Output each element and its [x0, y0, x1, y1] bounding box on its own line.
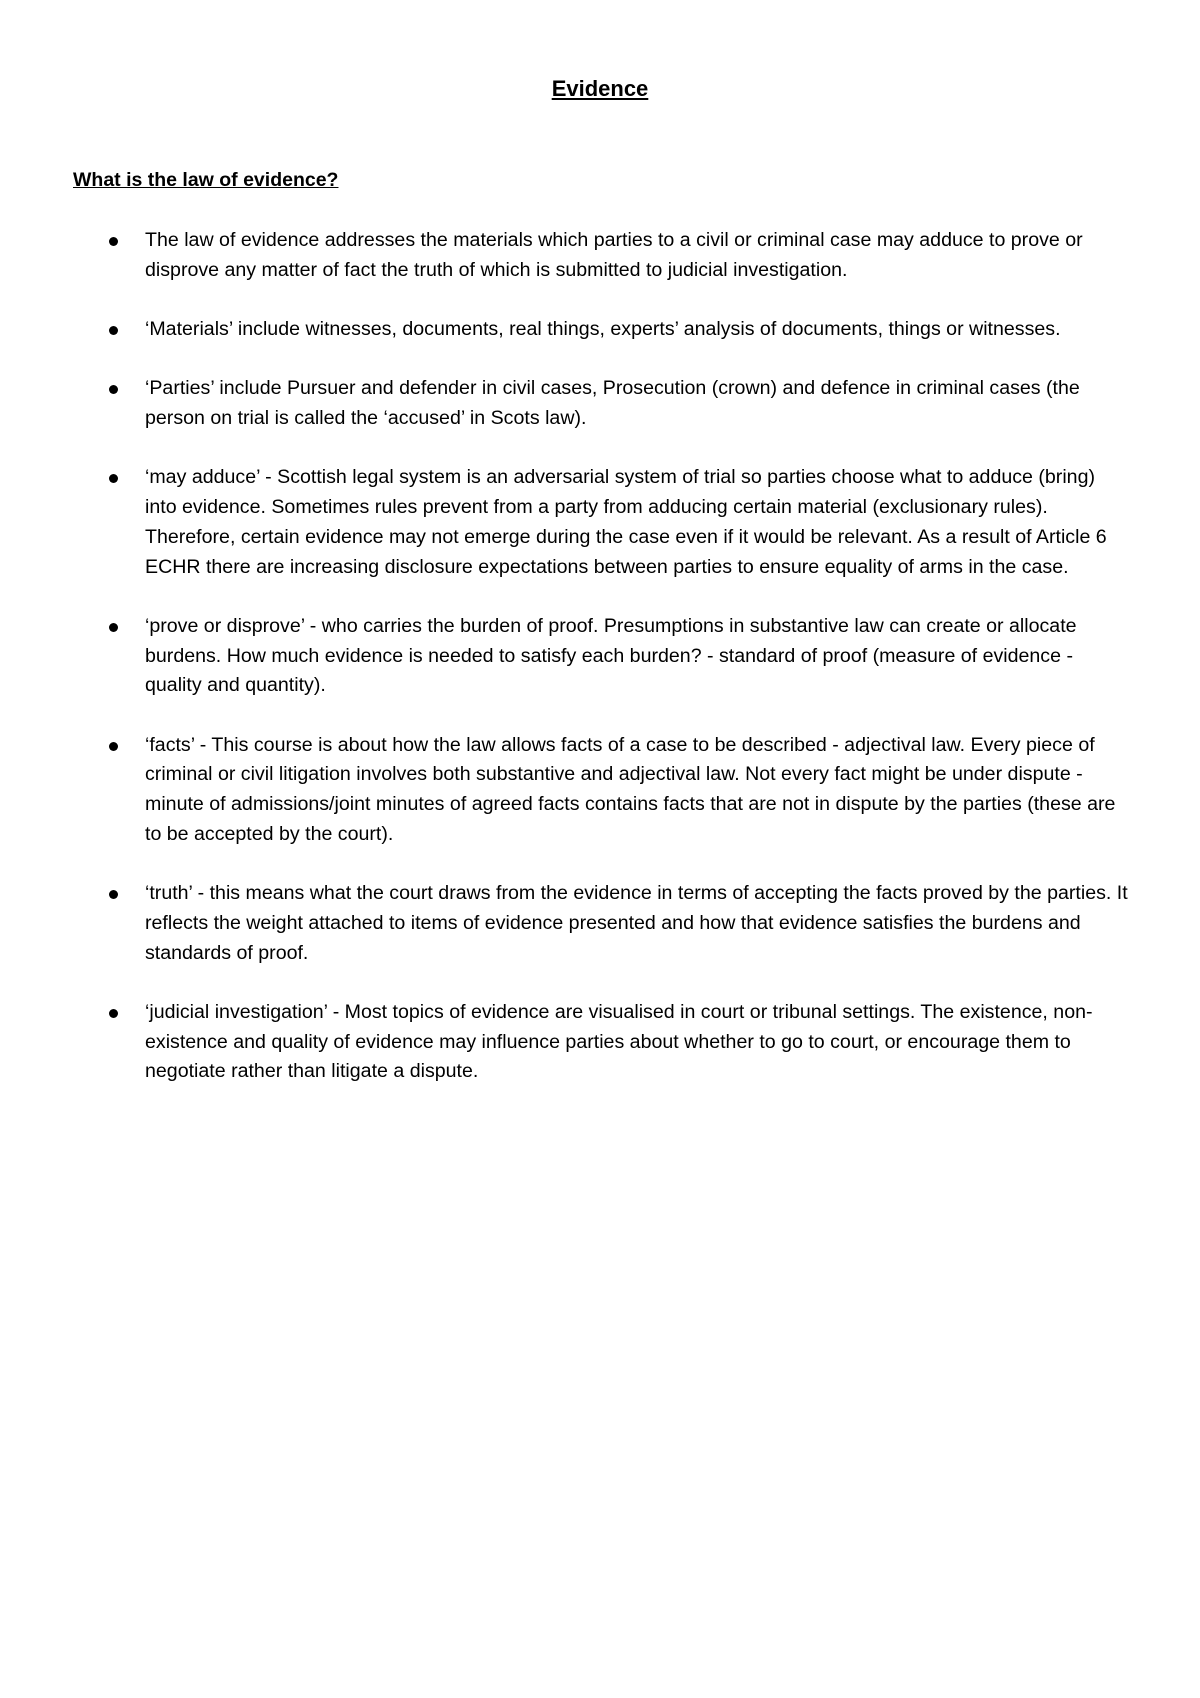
- section-heading: What is the law of evidence?: [73, 169, 339, 191]
- list-item: [0, 731, 1200, 850]
- bullet-icon: [109, 890, 118, 899]
- bullet-icon: [109, 385, 118, 394]
- list-item-text: ‘Parties’ include Pursuer and defender in civil cases, Prosecution (crown) and defence in criminal cases (the person on trial is called the ‘accused’ in Scots law).: [145, 377, 1080, 429]
- list-item-text: ‘prove or disprove’ - who carries the burden of proof. Presumptions in substantive law can create or allocate burdens. How much evidence is needed to satisfy each burden? - standard of proof (measure of evidence - quality and quantity).: [145, 614, 1077, 697]
- list-item: [0, 998, 1200, 1087]
- list-item-text: ‘truth’ - this means what the court draws from the evidence in terms of accepting the facts proved by the parties. It reflects the weight attached to items of evidence presented and how that evidence satisfies the burdens and standards of proof.: [145, 882, 1128, 964]
- list-item: [0, 315, 1200, 345]
- list-item: [0, 879, 1200, 968]
- bullet-icon: [109, 326, 118, 335]
- bullet-icon: [109, 1009, 118, 1018]
- bullet-icon: [109, 474, 118, 483]
- bullet-list: [0, 226, 1200, 1117]
- list-item-text: ‘judicial investigation’ - Most topics of evidence are visualised in court or tribunal settings. The existence, non-existence and quality of evidence may influence parties about whether to go to court, or encourage them to negotiate rather than litigate a dispute.: [145, 1000, 1093, 1083]
- list-item-text: ‘Materials’ include witnesses, documents, real things, experts’ analysis of documents, things or witnesses.: [145, 317, 1061, 340]
- list-item-text: ‘may adduce’ - Scottish legal system is an adversarial system of trial so parties choose what to adduce (bring) into evidence. Sometimes rules prevent from a party from adducing certain material (exclusionary rules). Therefore, certain evidence may not emerge during the case even if it would be relevant. As a result of Article 6 ECHR there are increasing disclosure expectations between parties to ensure equality of arms in the case.: [145, 466, 1107, 578]
- list-item: [0, 374, 1200, 434]
- list-item-text: ‘facts’ - This course is about how the law allows facts of a case to be described - adjectival law. Every piece of criminal or civil litigation involves both substantive and adjectival law. Not every fact might be under dispute - minute of admissions/joint minutes of agreed facts contains facts that are not in dispute by the parties (these are to be accepted by the court).: [145, 733, 1116, 845]
- list-item: [0, 612, 1200, 701]
- list-item: [0, 226, 1200, 286]
- list-item-text: The law of evidence addresses the materials which parties to a civil or criminal case may adduce to prove or disprove any matter of fact the truth of which is submitted to judicial investigation.: [145, 229, 1083, 281]
- bullet-icon: [109, 623, 118, 632]
- document-title: Evidence: [551, 76, 649, 101]
- bullet-icon: [109, 742, 118, 751]
- bullet-icon: [109, 237, 118, 246]
- list-item: [0, 463, 1200, 582]
